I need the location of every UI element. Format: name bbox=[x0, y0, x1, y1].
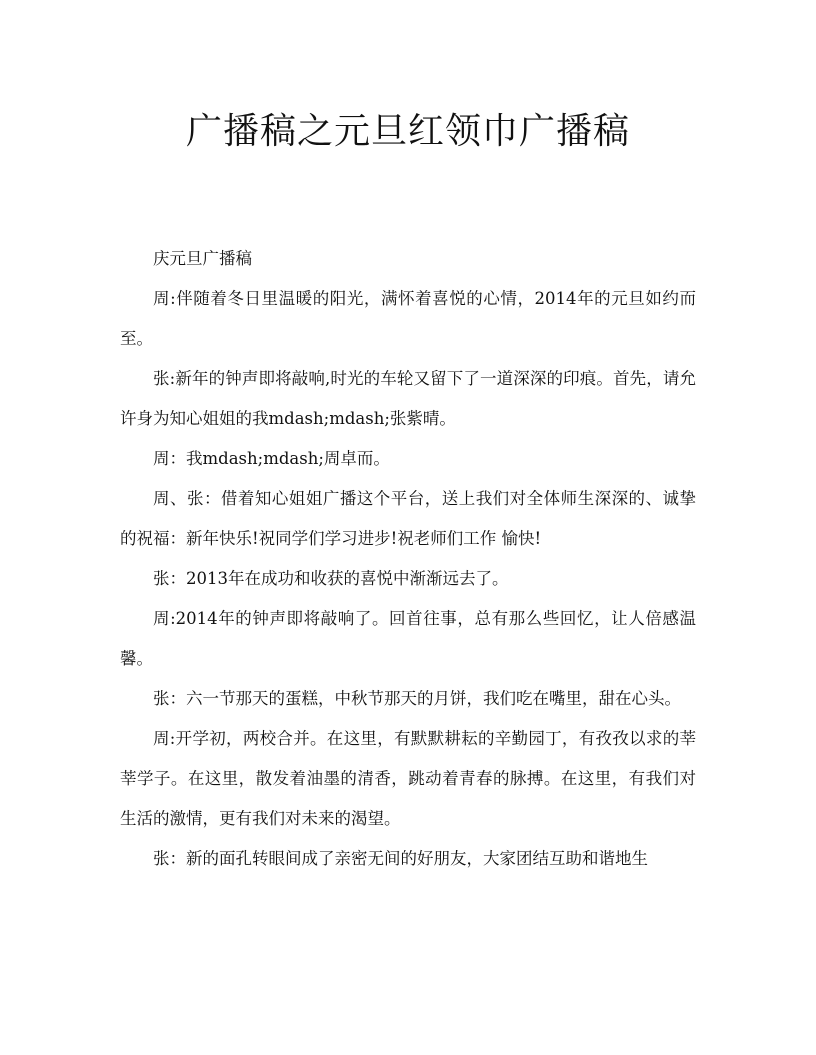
paragraph: 周、张：借着知心姐姐广播这个平台，送上我们对全体师生深深的、诚挚的祝福：新年快乐!祝同学们学习进步!祝老师们工作 愉快! bbox=[120, 489, 696, 548]
paragraph: 张：六一节那天的蛋糕，中秋节那天的月饼，我们吃在嘴里，甜在心头。 bbox=[153, 689, 681, 708]
document-title: 广播稿之元旦红领巾广播稿 bbox=[185, 111, 630, 152]
paragraph: 周:伴随着冬日里温暖的阳光，满怀着喜悦的心情，2014年的元旦如约而至。 bbox=[120, 289, 696, 348]
document-body bbox=[120, 239, 696, 879]
paragraph-heading: 庆元旦广播稿 bbox=[153, 249, 252, 268]
paragraph: 张：新的面孔转眼间成了亲密无间的好朋友，大家团结互助和谐地生 bbox=[153, 849, 648, 868]
paragraph: 周：我mdash;mdash;周卓而。 bbox=[153, 449, 390, 468]
paragraph: 周:2014年的钟声即将敲响了。回首往事，总有那么些回忆，让人倍感温馨。 bbox=[120, 609, 696, 668]
paragraph: 张:新年的钟声即将敲响,时光的车轮又留下了一道深深的印痕。首先，请允许身为知心姐姐的我mdash;mdash;张紫晴。 bbox=[120, 369, 696, 428]
paragraph: 周:开学初，两校合并。在这里，有默默耕耘的辛勤园丁，有孜孜以求的莘莘学子。在这里，散发着油墨的清香，跳动着青春的脉搏。在这里，有我们对生活的激情，更有我们对未来的渴望。 bbox=[120, 729, 696, 828]
paragraph: 张：2013年在成功和收获的喜悦中渐渐远去了。 bbox=[153, 569, 509, 588]
